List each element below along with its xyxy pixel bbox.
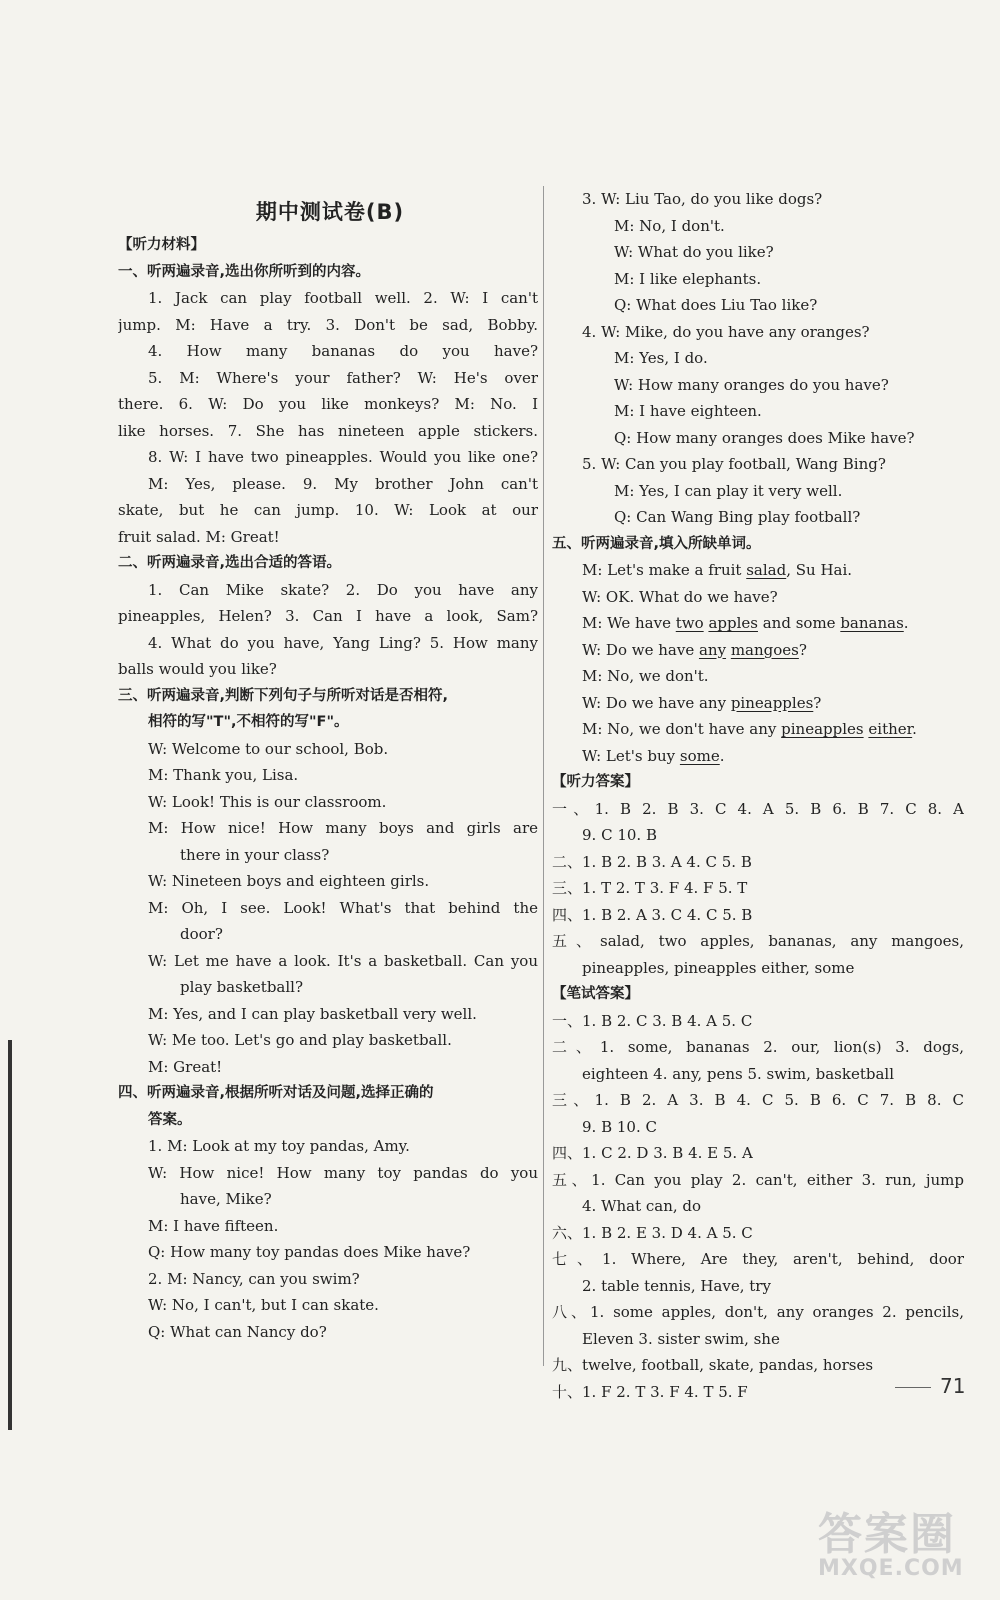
text-segment: W: How nice! How many toy pandas do you xyxy=(148,1163,538,1182)
text-segment: . xyxy=(719,746,725,765)
left-text-line xyxy=(118,736,538,763)
right-text-line xyxy=(552,1008,964,1035)
text-segment: 1. Can Mike skate? 2. Do you have any xyxy=(148,580,538,599)
text-segment: M: We have xyxy=(582,614,676,632)
right-text-line xyxy=(552,822,964,849)
text-segment: 1. Jack can play football well. 2. W: I can't xyxy=(148,289,538,307)
column-divider xyxy=(543,186,544,1366)
right-text-line xyxy=(552,610,964,637)
text-segment: 2. M: Nancy, can you swim? xyxy=(148,1269,360,1288)
left-text-line xyxy=(118,1107,538,1134)
left-text-line xyxy=(118,391,538,418)
left-text-line xyxy=(118,1027,538,1054)
text-segment: W: Look! This is our classroom. xyxy=(148,792,387,811)
answer-blank: pineapples xyxy=(730,693,814,712)
left-text-line xyxy=(118,815,538,842)
text-segment: 二、1. some, bananas 2. our, lion(s) 3. dogs, xyxy=(552,1038,964,1056)
right-text-line xyxy=(552,531,964,558)
text-segment: pineapples, Helen? 3. Can I have a look, Sam? xyxy=(118,607,538,625)
watermark-bottom: MXQE.COM xyxy=(818,1556,964,1581)
left-text-line xyxy=(118,1213,538,1240)
right-text-line xyxy=(552,1034,964,1061)
text-segment: . xyxy=(903,614,909,632)
text-segment: M: Great! xyxy=(148,1057,223,1076)
text-segment: 【听力答案】 xyxy=(552,774,639,790)
right-text-line xyxy=(552,902,964,929)
answer-blank: any xyxy=(698,640,727,659)
text-segment: M: How nice! How many boys and girls are xyxy=(148,819,538,837)
left-text-line xyxy=(118,868,538,895)
text-segment: M: I have eighteen. xyxy=(614,402,762,420)
right-text-line xyxy=(552,716,964,743)
right-text-line xyxy=(552,1140,964,1167)
right-text-line xyxy=(552,796,964,823)
text-segment: there. 6. W: Do you like monkeys? M: No. I xyxy=(118,395,538,413)
right-text-line xyxy=(552,319,964,346)
left-text-line xyxy=(118,789,538,816)
answer-blank: mangoes xyxy=(730,640,799,659)
text-segment: 一、听两遍录音,选出你所听到的内容。 xyxy=(118,263,371,280)
text-segment: ? xyxy=(813,693,822,712)
text-segment: 【笔试答案】 xyxy=(552,986,639,1002)
left-text-line xyxy=(118,1080,538,1107)
answer-blank: two xyxy=(675,614,704,632)
left-text-line xyxy=(118,630,538,657)
text-segment: W: No, I can't, but I can skate. xyxy=(148,1296,379,1314)
text-segment: like horses. 7. She has nineteen apple stickers. xyxy=(118,421,538,440)
text-segment: W: OK. What do we have? xyxy=(582,587,778,606)
answer-blank: bananas xyxy=(840,614,904,632)
text-segment: 八、1. some apples, don't, any oranges 2. pencils, xyxy=(552,1303,964,1321)
right-text-line xyxy=(552,849,964,876)
left-text-line xyxy=(118,1001,538,1028)
text-segment: and some xyxy=(757,614,841,632)
text-segment: W: Nineteen boys and eighteen girls. xyxy=(148,872,430,890)
left-text-line xyxy=(118,762,538,789)
text-segment: 五、1. Can you play 2. can't, either 3. run, jump xyxy=(552,1170,964,1189)
right-column xyxy=(552,186,964,1405)
text-segment: ? xyxy=(798,640,807,659)
right-text-line xyxy=(552,1114,964,1141)
right-text-line xyxy=(552,981,964,1008)
left-text-line xyxy=(118,418,538,445)
right-text-line xyxy=(552,557,964,584)
left-column xyxy=(118,232,538,1345)
text-segment: door? xyxy=(180,925,223,943)
text-segment: M: No, I don't. xyxy=(614,216,725,235)
left-text-line xyxy=(118,1239,538,1266)
text-segment: 4. W: Mike, do you have any oranges? xyxy=(582,322,870,341)
text-segment: 9. B 10. C xyxy=(582,1117,657,1136)
text-segment: W: What do you like? xyxy=(614,243,774,261)
answer-blank: either xyxy=(868,720,913,738)
text-segment: 3. W: Liu Tao, do you like dogs? xyxy=(582,190,823,208)
text-segment: 5. M: Where's your father? W: He's over xyxy=(148,368,538,387)
text-segment: M: Yes, please. 9. My brother John can't xyxy=(148,474,538,493)
text-segment: 相符的写"T",不相符的写"F"。 xyxy=(148,714,349,730)
answer-blank: apples xyxy=(708,614,758,632)
right-text-line xyxy=(552,292,964,319)
text-segment: 5. W: Can you play football, Wang Bing? xyxy=(582,455,886,473)
text-segment: M: Yes, and I can play basketball very well. xyxy=(148,1004,477,1023)
left-text-line xyxy=(118,842,538,869)
text-segment: 六、1. B 2. E 3. D 4. A 5. C xyxy=(552,1223,753,1242)
right-text-line xyxy=(552,769,964,796)
right-text-line xyxy=(552,1379,964,1406)
text-segment: M: I have fifteen. xyxy=(148,1216,279,1235)
left-text-line xyxy=(118,577,538,604)
right-text-line xyxy=(552,425,964,452)
right-text-line xyxy=(552,239,964,266)
left-text-line xyxy=(118,1186,538,1213)
left-text-line xyxy=(118,709,538,736)
text-segment: Q: How many toy pandas does Mike have? xyxy=(148,1243,471,1261)
text-segment: W: Let's buy xyxy=(582,746,680,765)
text-segment: 四、听两遍录音,根据所听对话及问题,选择正确的 xyxy=(118,1085,434,1101)
left-text-line xyxy=(118,1266,538,1293)
answer-blank: salad xyxy=(746,561,787,579)
left-text-line xyxy=(118,312,538,339)
left-text-line xyxy=(118,656,538,683)
binding-edge-mark xyxy=(8,1040,12,1430)
right-text-line xyxy=(552,1326,964,1353)
text-segment: 三、听两遍录音,判断下列句子与所听对话是否相符, xyxy=(118,687,449,704)
left-text-line xyxy=(118,338,538,365)
left-text-line xyxy=(118,948,538,975)
right-text-line xyxy=(552,266,964,293)
text-segment: 二、听两遍录音,选出合适的答语。 xyxy=(118,555,342,571)
text-segment: pineapples, pineapples either, some xyxy=(582,958,855,977)
text-segment: there in your class? xyxy=(180,845,330,864)
text-segment: 三、1. B 2. A 3. B 4. C 5. B 6. C 7. B 8. C xyxy=(552,1091,964,1109)
left-text-line xyxy=(118,895,538,922)
left-text-line xyxy=(118,497,538,524)
text-segment: 2. table tennis, Have, try xyxy=(582,1276,771,1295)
watermark-top: 答案圈 xyxy=(818,1509,956,1560)
right-text-line xyxy=(552,504,964,531)
right-text-line xyxy=(552,743,964,770)
text-segment: 五、salad, two apples, bananas, any mangoes, xyxy=(552,932,964,950)
text-segment: 【听力材料】 xyxy=(118,237,205,253)
text-segment: 九、twelve, football, skate, pandas, horses xyxy=(552,1356,874,1374)
right-text-line xyxy=(552,398,964,425)
right-text-line xyxy=(552,637,964,664)
text-segment: M: Yes, I can play it very well. xyxy=(614,481,843,500)
text-segment: play basketball? xyxy=(180,978,304,996)
text-segment: Q: Can Wang Bing play football? xyxy=(614,508,861,526)
text-segment: 一、1. B 2. C 3. B 4. A 5. C xyxy=(552,1011,753,1030)
left-text-line xyxy=(118,232,538,259)
text-segment: 4. What do you have, Yang Ling? 5. How many xyxy=(148,633,538,652)
text-segment: W: Do we have xyxy=(582,640,699,659)
text-segment: Q: What does Liu Tao like? xyxy=(614,296,818,314)
text-segment: skate, but he can jump. 10. W: Look at our xyxy=(118,501,538,519)
text-segment: . xyxy=(912,720,917,738)
text-segment: 4. What can, do xyxy=(582,1197,702,1215)
text-segment: 4. How many bananas do you have? xyxy=(148,342,538,360)
left-text-line xyxy=(118,524,538,551)
text-segment: fruit salad. M: Great! xyxy=(118,527,280,546)
text-segment: Eleven 3. sister swim, she xyxy=(582,1329,780,1348)
right-text-line xyxy=(552,1061,964,1088)
text-segment: eighteen 4. any, pens 5. swim, basketball xyxy=(582,1064,895,1083)
text-segment: W: How many oranges do you have? xyxy=(614,375,889,394)
left-text-line xyxy=(118,365,538,392)
left-text-line xyxy=(118,1319,538,1346)
text-segment: balls would you like? xyxy=(118,660,277,678)
left-text-line xyxy=(118,683,538,710)
text-segment: M: Yes, I do. xyxy=(614,349,708,367)
text-segment: 七、1. Where, Are they, aren't, behind, door xyxy=(552,1250,964,1268)
text-segment: 一、1. B 2. B 3. C 4. A 5. B 6. B 7. C 8. A xyxy=(552,799,964,818)
right-text-line xyxy=(552,1352,964,1379)
watermark-logo xyxy=(818,1498,988,1590)
right-text-line xyxy=(552,1246,964,1273)
right-text-line xyxy=(552,213,964,240)
text-segment: M: Let's make a fruit xyxy=(582,561,747,579)
text-segment: W: Let me have a look. It's a basketball. Can you xyxy=(148,951,538,970)
text-segment: have, Mike? xyxy=(180,1190,272,1208)
text-segment: 五、听两遍录音,填入所缺单词。 xyxy=(552,535,761,552)
right-text-line xyxy=(552,584,964,611)
page-number-dash xyxy=(895,1387,931,1388)
text-segment: W: Welcome to our school, Bob. xyxy=(148,739,389,758)
left-text-line xyxy=(118,1292,538,1319)
text-segment: 1. M: Look at my toy pandas, Amy. xyxy=(148,1137,410,1155)
right-text-line xyxy=(552,875,964,902)
page-title: 期中测试卷(B) xyxy=(255,200,405,224)
left-text-line xyxy=(118,285,538,312)
left-text-line xyxy=(118,550,538,577)
left-text-line xyxy=(118,1133,538,1160)
page-number: 71 xyxy=(940,1374,966,1398)
text-segment: W: Do we have any xyxy=(582,693,731,712)
right-text-line xyxy=(552,690,964,717)
right-text-line xyxy=(552,372,964,399)
text-segment: W: Me too. Let's go and play basketball. xyxy=(148,1031,452,1049)
right-text-line xyxy=(552,955,964,982)
text-segment: 9. C 10. B xyxy=(582,826,657,844)
text-segment: 三、1. T 2. T 3. F 4. F 5. T xyxy=(552,879,748,897)
answer-blank: some xyxy=(679,746,720,765)
text-segment: 二、1. B 2. B 3. A 4. C 5. B xyxy=(552,852,752,871)
text-segment: M: Thank you, Lisa. xyxy=(148,766,299,784)
left-text-line xyxy=(118,974,538,1001)
text-segment: M: I like elephants. xyxy=(614,269,762,288)
left-text-line xyxy=(118,921,538,948)
right-text-line xyxy=(552,478,964,505)
text-segment: 四、1. C 2. D 3. B 4. E 5. A xyxy=(552,1144,753,1162)
text-segment: M: No, we don't have any xyxy=(582,720,782,738)
right-text-line xyxy=(552,1220,964,1247)
left-text-line xyxy=(118,1160,538,1187)
text-segment: jump. M: Have a try. 3. Don't be sad, Bobby. xyxy=(118,315,538,334)
right-text-line xyxy=(552,345,964,372)
right-text-line xyxy=(552,186,964,213)
right-text-line xyxy=(552,451,964,478)
text-segment: 答案。 xyxy=(148,1111,192,1128)
text-segment: Q: What can Nancy do? xyxy=(148,1322,327,1341)
text-segment: M: No, we don't. xyxy=(582,667,709,685)
right-text-line xyxy=(552,1273,964,1300)
left-text-line xyxy=(118,603,538,630)
left-text-line xyxy=(118,471,538,498)
text-segment: M: Oh, I see. Look! What's that behind the xyxy=(148,898,538,917)
right-text-line xyxy=(552,1167,964,1194)
answer-blank: pineapples xyxy=(781,720,864,738)
left-text-line xyxy=(118,1054,538,1081)
right-text-line xyxy=(552,1299,964,1326)
left-text-line xyxy=(118,259,538,286)
right-text-line xyxy=(552,928,964,955)
right-text-line xyxy=(552,1087,964,1114)
right-text-line xyxy=(552,663,964,690)
text-segment: Q: How many oranges does Mike have? xyxy=(614,428,915,447)
text-segment: 8. W: I have two pineapples. Would you like one? xyxy=(148,448,538,466)
left-text-line xyxy=(118,444,538,471)
right-text-line xyxy=(552,1193,964,1220)
text-segment: 十、1. F 2. T 3. F 4. T 5. F xyxy=(552,1382,748,1401)
text-segment: , Su Hai. xyxy=(786,561,853,579)
text-segment: 四、1. B 2. A 3. C 4. C 5. B xyxy=(552,905,753,924)
